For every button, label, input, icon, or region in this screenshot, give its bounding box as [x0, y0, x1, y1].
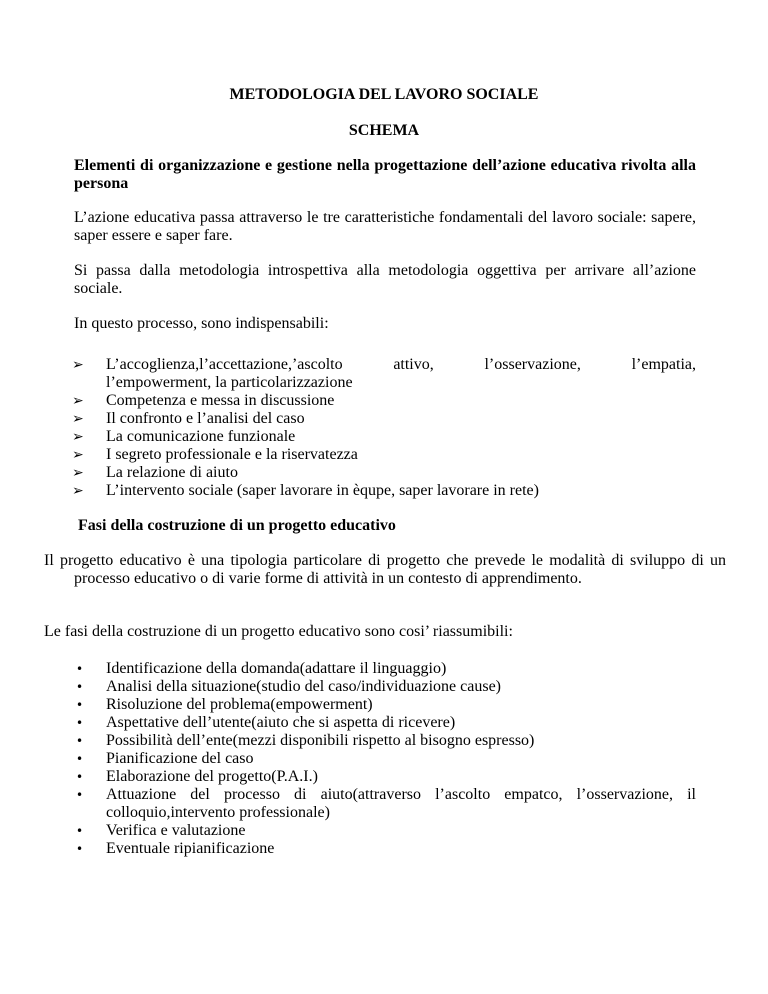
list-item: [72, 786, 696, 822]
list-item: [72, 464, 696, 482]
bullet-dot-icon: •: [76, 770, 84, 784]
list-item-text: La comunicazione funzionale: [106, 428, 296, 445]
bullet-dot-icon: •: [76, 842, 84, 856]
list-item-text: La relazione di aiuto: [106, 464, 238, 481]
document-title: METODOLOGIA DEL LAVORO SOCIALE: [229, 86, 539, 103]
list-item: [72, 356, 696, 392]
bullet-dot-icon: •: [76, 734, 84, 748]
list-item-text: Possibilità dell’ente(mezzi disponibili rispetto al bisogno espresso): [106, 732, 535, 749]
document-subtitle: SCHEMA: [348, 122, 420, 139]
list-item: [72, 840, 696, 858]
list-item: [72, 696, 696, 714]
list-item: [72, 428, 696, 446]
list-item-text: Pianificazione del caso: [106, 750, 254, 767]
bullet-dot-icon: •: [76, 788, 84, 802]
arrow-bullet-icon: ➢: [72, 465, 84, 481]
list-item: [72, 732, 696, 750]
section2-heading: Fasi della costruzione di un progetto educativo: [78, 517, 396, 534]
list-item-text: Attuazione del processo di aiuto(attraverso l’ascolto empatco, l’osservazione, il colloquio,intervento professionale): [106, 786, 696, 821]
list-item-text: Verifica e valutazione: [106, 822, 246, 839]
arrow-bullet-icon: ➢: [72, 393, 84, 409]
list-item: [72, 392, 696, 410]
bullet-dot-icon: •: [76, 824, 84, 838]
arrow-bullet-icon: ➢: [72, 447, 84, 463]
arrow-bullet-icon: ➢: [72, 483, 84, 499]
list-item: [72, 678, 696, 696]
bullet-dot-icon: •: [76, 716, 84, 730]
bullet-dot-icon: •: [76, 698, 84, 712]
list-item-text: Competenza e messa in discussione: [106, 392, 335, 409]
list-item: [72, 482, 696, 500]
list-item-text: Aspettative dell’utente(aiuto che si aspetta di ricevere): [106, 714, 456, 731]
section2-para1: Il progetto educativo è una tipologia particolare di progetto che prevede le modalità di sviluppo di un processo educativo o di varie forme di attività in un contesto di apprendimento.: [44, 552, 726, 587]
list-item-text: Elaborazione del progetto(P.A.I.): [106, 768, 318, 785]
section2-para2: Le fasi della costruzione di un progetto educativo sono cosi’ riassumibili:: [44, 623, 513, 640]
bullet-dot-icon: •: [76, 662, 84, 676]
list-item-line1: L’accoglienza,l’accettazione,’ascolto attivo, l’osservazione, l’empatia,: [106, 356, 696, 373]
arrow-bullet-icon: ➢: [72, 357, 84, 373]
arrow-bullet-icon: ➢: [72, 429, 84, 445]
list-item-text: Eventuale ripianificazione: [106, 840, 275, 857]
list-item: [72, 750, 696, 768]
list-item-text: Il confronto e l’analisi del caso: [106, 410, 305, 427]
list-item: [72, 768, 696, 786]
bullet-dot-icon: •: [76, 752, 84, 766]
list-item-text: Risoluzione del problema(empowerment): [106, 696, 373, 713]
list-item: [72, 660, 696, 678]
arrow-bullet-icon: ➢: [72, 411, 84, 427]
section1-para2: Si passa dalla metodologia introspettiva alla metodologia oggettiva per arrivare all’azione sociale.: [74, 262, 696, 297]
list-item: [72, 446, 696, 464]
list-item-text: I segreto professionale e la riservatezza: [106, 446, 358, 463]
list-item-line2: l’empowerment, la particolarizzazione: [106, 374, 353, 391]
section1-para3: In questo processo, sono indispensabili:: [74, 315, 329, 332]
section1-para1: L’azione educativa passa attraverso le tre caratteristiche fondamentali del lavoro sociale: sapere, saper essere e saper fare.: [74, 209, 696, 244]
list-item-text: Analisi della situazione(studio del caso/individuazione cause): [106, 678, 501, 695]
section1-heading: Elementi di organizzazione e gestione nella progettazione dell’azione educativa rivolta alla persona: [74, 157, 696, 192]
list-item-text: L’intervento sociale (saper lavorare in èqupe, saper lavorare in rete): [106, 482, 539, 499]
list-item: [72, 410, 696, 428]
bullet-dot-icon: •: [76, 680, 84, 694]
list-item-text: Identificazione della domanda(adattare il linguaggio): [106, 660, 447, 677]
section2-list: [72, 660, 696, 858]
list-item: [72, 822, 696, 840]
list-item: [72, 714, 696, 732]
section1-list: [72, 356, 696, 500]
